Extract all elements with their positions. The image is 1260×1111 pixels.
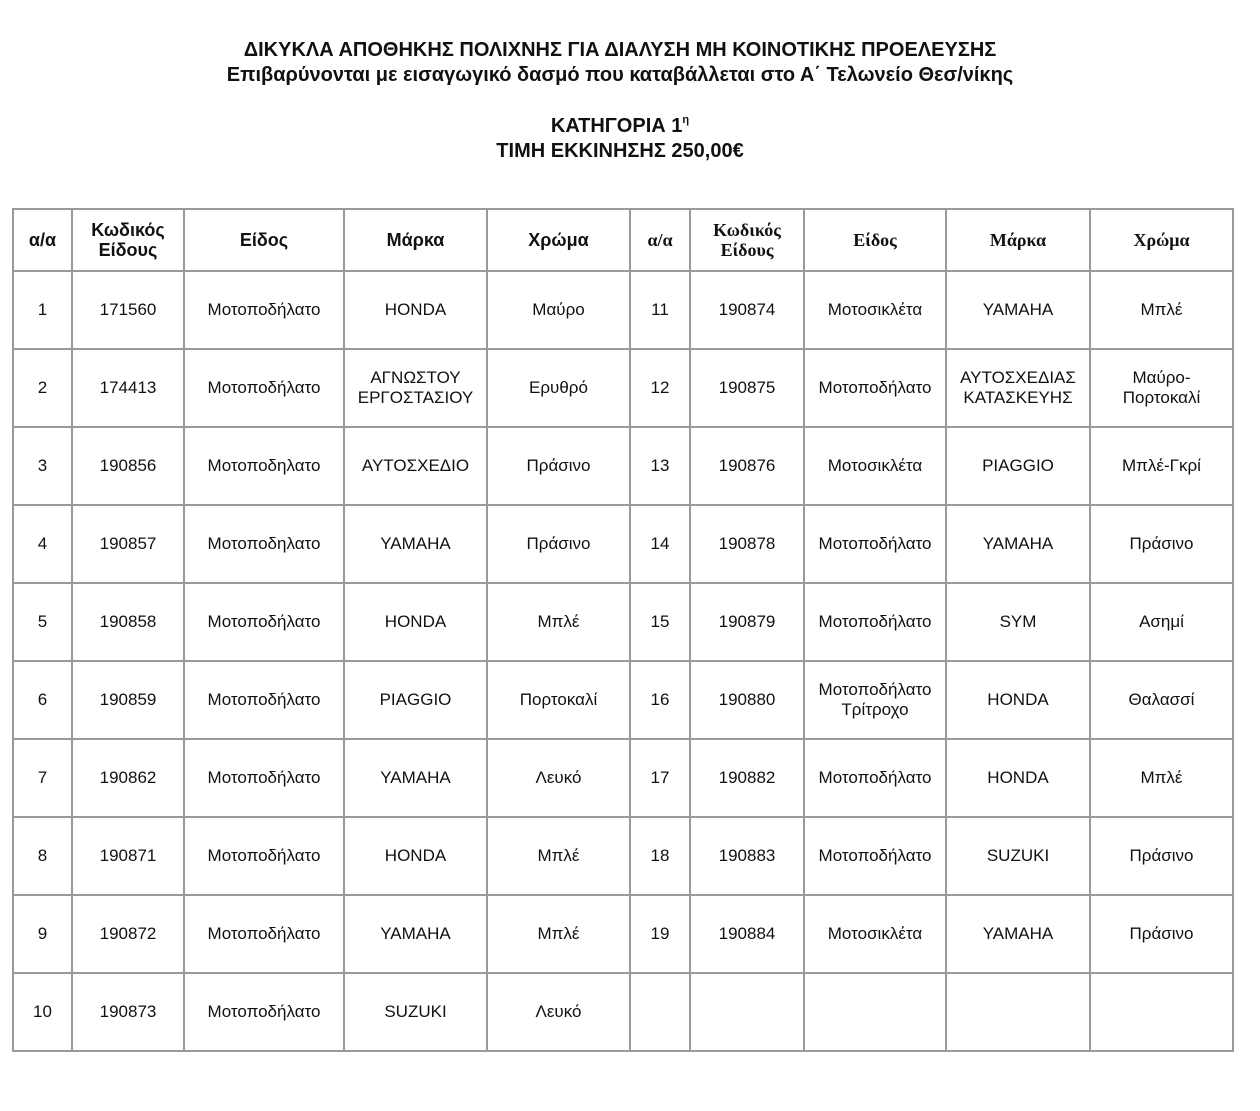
cell-brand-right: PIAGGIO — [946, 427, 1090, 505]
col-header-brand-left: Μάρκα — [344, 209, 487, 271]
cell-kind-left: Μοτοποδήλατο — [184, 661, 344, 739]
cell-kind-right: Μοτοσικλέτα — [804, 271, 946, 349]
cell-kind-left: Μοτοποδήλατο — [184, 739, 344, 817]
cell-code-left: 190859 — [72, 661, 184, 739]
cell-code-left: 190856 — [72, 427, 184, 505]
cell-brand-right: YAMAHA — [946, 895, 1090, 973]
cell-kind-left: Μοτοποδήλατο — [184, 895, 344, 973]
table-body — [13, 271, 1233, 1051]
col-header-color-right: Χρώμα — [1090, 209, 1233, 271]
cell-aa-right: 14 — [630, 505, 690, 583]
cell-kind-right: Μοτοποδήλατο — [804, 505, 946, 583]
cell-brand-left: ΑΥΤΟΣΧΕΔΙΟ — [344, 427, 487, 505]
cell-kind-right: Μοτοσικλέτα — [804, 895, 946, 973]
cell-kind-right: Μοτοποδήλατο — [804, 349, 946, 427]
cell-color-left: Μπλέ — [487, 895, 630, 973]
cell-color-right: Μπλέ-Γκρί — [1090, 427, 1233, 505]
cell-color-right: Μαύρο-Πορτοκαλί — [1090, 349, 1233, 427]
col-header-kind-right: Είδος — [804, 209, 946, 271]
cell-code-left: 190872 — [72, 895, 184, 973]
cell-brand-left: HONDA — [344, 817, 487, 895]
cell-kind-left: Μοτοποδήλατο — [184, 973, 344, 1051]
cell-kind-left: Μοτοποδήλατο — [184, 349, 344, 427]
cell-brand-left: YAMAHA — [344, 505, 487, 583]
table-row — [13, 427, 1233, 505]
cell-brand-left: ΑΓΝΩΣΤΟΥ ΕΡΓΟΣΤΑΣΙΟΥ — [344, 349, 487, 427]
cell-aa-right: 15 — [630, 583, 690, 661]
cell-aa-left: 3 — [13, 427, 72, 505]
cell-code-right: 190882 — [690, 739, 804, 817]
cell-brand-right: SUZUKI — [946, 817, 1090, 895]
cell-aa-right: 11 — [630, 271, 690, 349]
cell-color-left: Λευκό — [487, 739, 630, 817]
col-header-kind-left: Είδος — [184, 209, 344, 271]
table-row — [13, 895, 1233, 973]
cell-color-left: Ερυθρό — [487, 349, 630, 427]
cell-kind-left: Μοτοποδήλατο — [184, 583, 344, 661]
table-row — [13, 739, 1233, 817]
cell-color-right — [1090, 973, 1233, 1051]
cell-code-right: 190875 — [690, 349, 804, 427]
cell-color-left: Πράσινο — [487, 427, 630, 505]
cell-color-right: Θαλασσί — [1090, 661, 1233, 739]
header-spacer — [0, 88, 1240, 114]
document-header — [0, 38, 1240, 164]
cell-code-left: 190873 — [72, 973, 184, 1051]
cell-aa-left: 5 — [13, 583, 72, 661]
cell-color-right: Πράσινο — [1090, 505, 1233, 583]
cell-brand-left: YAMAHA — [344, 739, 487, 817]
cell-color-left: Πράσινο — [487, 505, 630, 583]
cell-aa-right: 19 — [630, 895, 690, 973]
table-row — [13, 349, 1233, 427]
cell-code-right: 190883 — [690, 817, 804, 895]
col-header-code-left: Κωδικός Είδους — [72, 209, 184, 271]
cell-code-right: 190884 — [690, 895, 804, 973]
cell-brand-left: PIAGGIO — [344, 661, 487, 739]
cell-color-right: Ασημί — [1090, 583, 1233, 661]
cell-aa-left: 1 — [13, 271, 72, 349]
vehicle-table — [12, 208, 1234, 1052]
cell-kind-left: Μοτοποδήλατο — [184, 817, 344, 895]
cell-brand-right: ΑΥΤΟΣΧΕΔΙΑΣ ΚΑΤΑΣΚΕΥΗΣ — [946, 349, 1090, 427]
col-header-brand-right: Μάρκα — [946, 209, 1090, 271]
table-row — [13, 505, 1233, 583]
cell-code-right: 190880 — [690, 661, 804, 739]
cell-color-right: Πράσινο — [1090, 817, 1233, 895]
cell-brand-right: HONDA — [946, 739, 1090, 817]
cell-kind-right — [804, 973, 946, 1051]
table-row — [13, 271, 1233, 349]
cell-aa-right: 16 — [630, 661, 690, 739]
cell-color-left: Λευκό — [487, 973, 630, 1051]
cell-aa-right: 12 — [630, 349, 690, 427]
cell-brand-left: SUZUKI — [344, 973, 487, 1051]
cell-brand-right — [946, 973, 1090, 1051]
cell-aa-right — [630, 973, 690, 1051]
cell-brand-left: HONDA — [344, 271, 487, 349]
table-header — [13, 209, 1233, 271]
cell-color-left: Μπλέ — [487, 817, 630, 895]
cell-color-right: Μπλέ — [1090, 739, 1233, 817]
cell-kind-left: Μοτοποδηλατο — [184, 505, 344, 583]
cell-brand-left: YAMAHA — [344, 895, 487, 973]
cell-aa-left: 8 — [13, 817, 72, 895]
cell-color-left: Πορτοκαλί — [487, 661, 630, 739]
cell-kind-right: Μοτοσικλέτα — [804, 427, 946, 505]
cell-aa-left: 9 — [13, 895, 72, 973]
cell-kind-right: Μοτοποδήλατο — [804, 739, 946, 817]
cell-aa-left: 2 — [13, 349, 72, 427]
col-header-color-left: Χρώμα — [487, 209, 630, 271]
cell-color-right: Μπλέ — [1090, 271, 1233, 349]
cell-color-right: Πράσινο — [1090, 895, 1233, 973]
col-header-aa-left: α/α — [13, 209, 72, 271]
category-superscript: η — [682, 114, 690, 126]
cell-kind-right: Μοτοποδήλατο — [804, 817, 946, 895]
cell-code-right: 190879 — [690, 583, 804, 661]
cell-code-left: 174413 — [72, 349, 184, 427]
cell-code-left: 171560 — [72, 271, 184, 349]
cell-aa-right: 17 — [630, 739, 690, 817]
cell-code-left: 190857 — [72, 505, 184, 583]
col-header-code-right: Κωδικός Είδους — [690, 209, 804, 271]
cell-aa-left: 6 — [13, 661, 72, 739]
table-row — [13, 973, 1233, 1051]
table-row — [13, 583, 1233, 661]
header-row — [13, 209, 1233, 271]
cell-aa-left: 10 — [13, 973, 72, 1051]
cell-brand-right: SYM — [946, 583, 1090, 661]
cell-kind-right: Μοτοποδήλατο — [804, 583, 946, 661]
cell-code-right: 190876 — [690, 427, 804, 505]
cell-code-right: 190878 — [690, 505, 804, 583]
cell-brand-right: HONDA — [946, 661, 1090, 739]
cell-aa-right: 18 — [630, 817, 690, 895]
category-heading — [0, 114, 1240, 139]
cell-brand-right: YAMAHA — [946, 505, 1090, 583]
starting-price: ΤΙΜΗ ΕΚΚΙΝΗΣΗΣ 250,00€ — [496, 140, 744, 162]
cell-aa-left: 7 — [13, 739, 72, 817]
cell-color-left: Μαύρο — [487, 271, 630, 349]
cell-kind-right: Μοτοποδήλατο Τρίτροχο — [804, 661, 946, 739]
cell-kind-left: Μοτοποδηλατο — [184, 427, 344, 505]
document-subtitle: Επιβαρύνονται με εισαγωγικό δασμό που καταβάλλεται στο Α΄ Τελωνείο Θεσ/νίκης — [226, 64, 1014, 86]
cell-aa-left: 4 — [13, 505, 72, 583]
cell-code-left: 190871 — [72, 817, 184, 895]
cell-code-left: 190858 — [72, 583, 184, 661]
cell-kind-left: Μοτοποδήλατο — [184, 271, 344, 349]
category-label: ΚΑΤΗΓΟΡΙΑ 1 — [550, 115, 683, 137]
cell-code-right: 190874 — [690, 271, 804, 349]
cell-code-left: 190862 — [72, 739, 184, 817]
col-header-aa-right: α/α — [630, 209, 690, 271]
cell-brand-left: HONDA — [344, 583, 487, 661]
cell-aa-right: 13 — [630, 427, 690, 505]
cell-code-right — [690, 973, 804, 1051]
cell-color-left: Μπλέ — [487, 583, 630, 661]
table-row — [13, 817, 1233, 895]
table-row — [13, 661, 1233, 739]
document-title: ΔΙΚΥΚΛΑ ΑΠΟΘΗΚΗΣ ΠΟΛΙΧΝΗΣ ΓΙΑ ΔΙΑΛΥΣΗ ΜΗ ΚΟΙΝΟΤΙΚΗΣ ΠΡΟΕΛΕΥΣΗΣ — [243, 39, 997, 61]
cell-brand-right: YAMAHA — [946, 271, 1090, 349]
